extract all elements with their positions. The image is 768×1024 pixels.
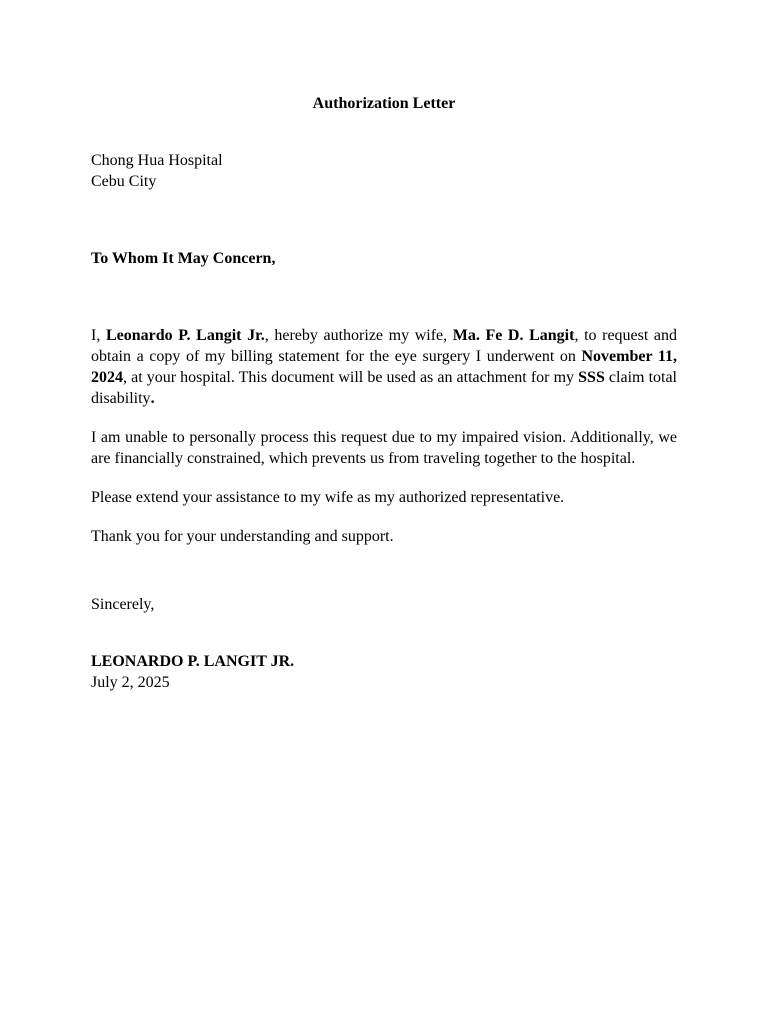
surgery-date: November 11, 2024 (91, 348, 677, 386)
letter-title: Authorization Letter (312, 95, 456, 112)
p1-text-2: , hereby authorize my wife, (264, 327, 453, 344)
p1-text-5: claim total disability (91, 369, 678, 407)
recipient-line-2: Cebu City (91, 173, 157, 190)
p1-text-3: , to request and obtain a copy of my billing statement for the eye surgery I underwent on (91, 327, 678, 365)
letter-page (91, 93, 677, 693)
paragraph-authorization (91, 325, 677, 409)
paragraph-thanks: Thank you for your understanding and support. (91, 528, 394, 545)
letter-date: July 2, 2025 (91, 674, 170, 691)
signer-name: LEONARDO P. LANGIT JR. (91, 653, 295, 670)
p1-text-1: I, (91, 327, 106, 344)
authorizer-name: Leonardo P. Langit Jr. (105, 327, 265, 344)
p1-text-4: , at your hospital. This document will be used as an attachment for my (123, 369, 579, 386)
recipient-address (91, 150, 677, 192)
recipient-line-1: Chong Hua Hospital (91, 152, 223, 169)
salutation: To Whom It May Concern, (91, 250, 276, 267)
p1-end-period: . (150, 390, 155, 407)
representative-name: Ma. Fe D. Langit (452, 327, 575, 344)
paragraph-request: Please extend your assistance to my wife as my authorized representative. (91, 489, 565, 506)
paragraph-reason: I am unable to personally process this request due to my impaired vision. Additionally, we are financially constrained, which prevents us from traveling together to the hospital. (91, 429, 677, 467)
closing: Sincerely, (91, 596, 155, 613)
agency-name: SSS (578, 369, 605, 386)
